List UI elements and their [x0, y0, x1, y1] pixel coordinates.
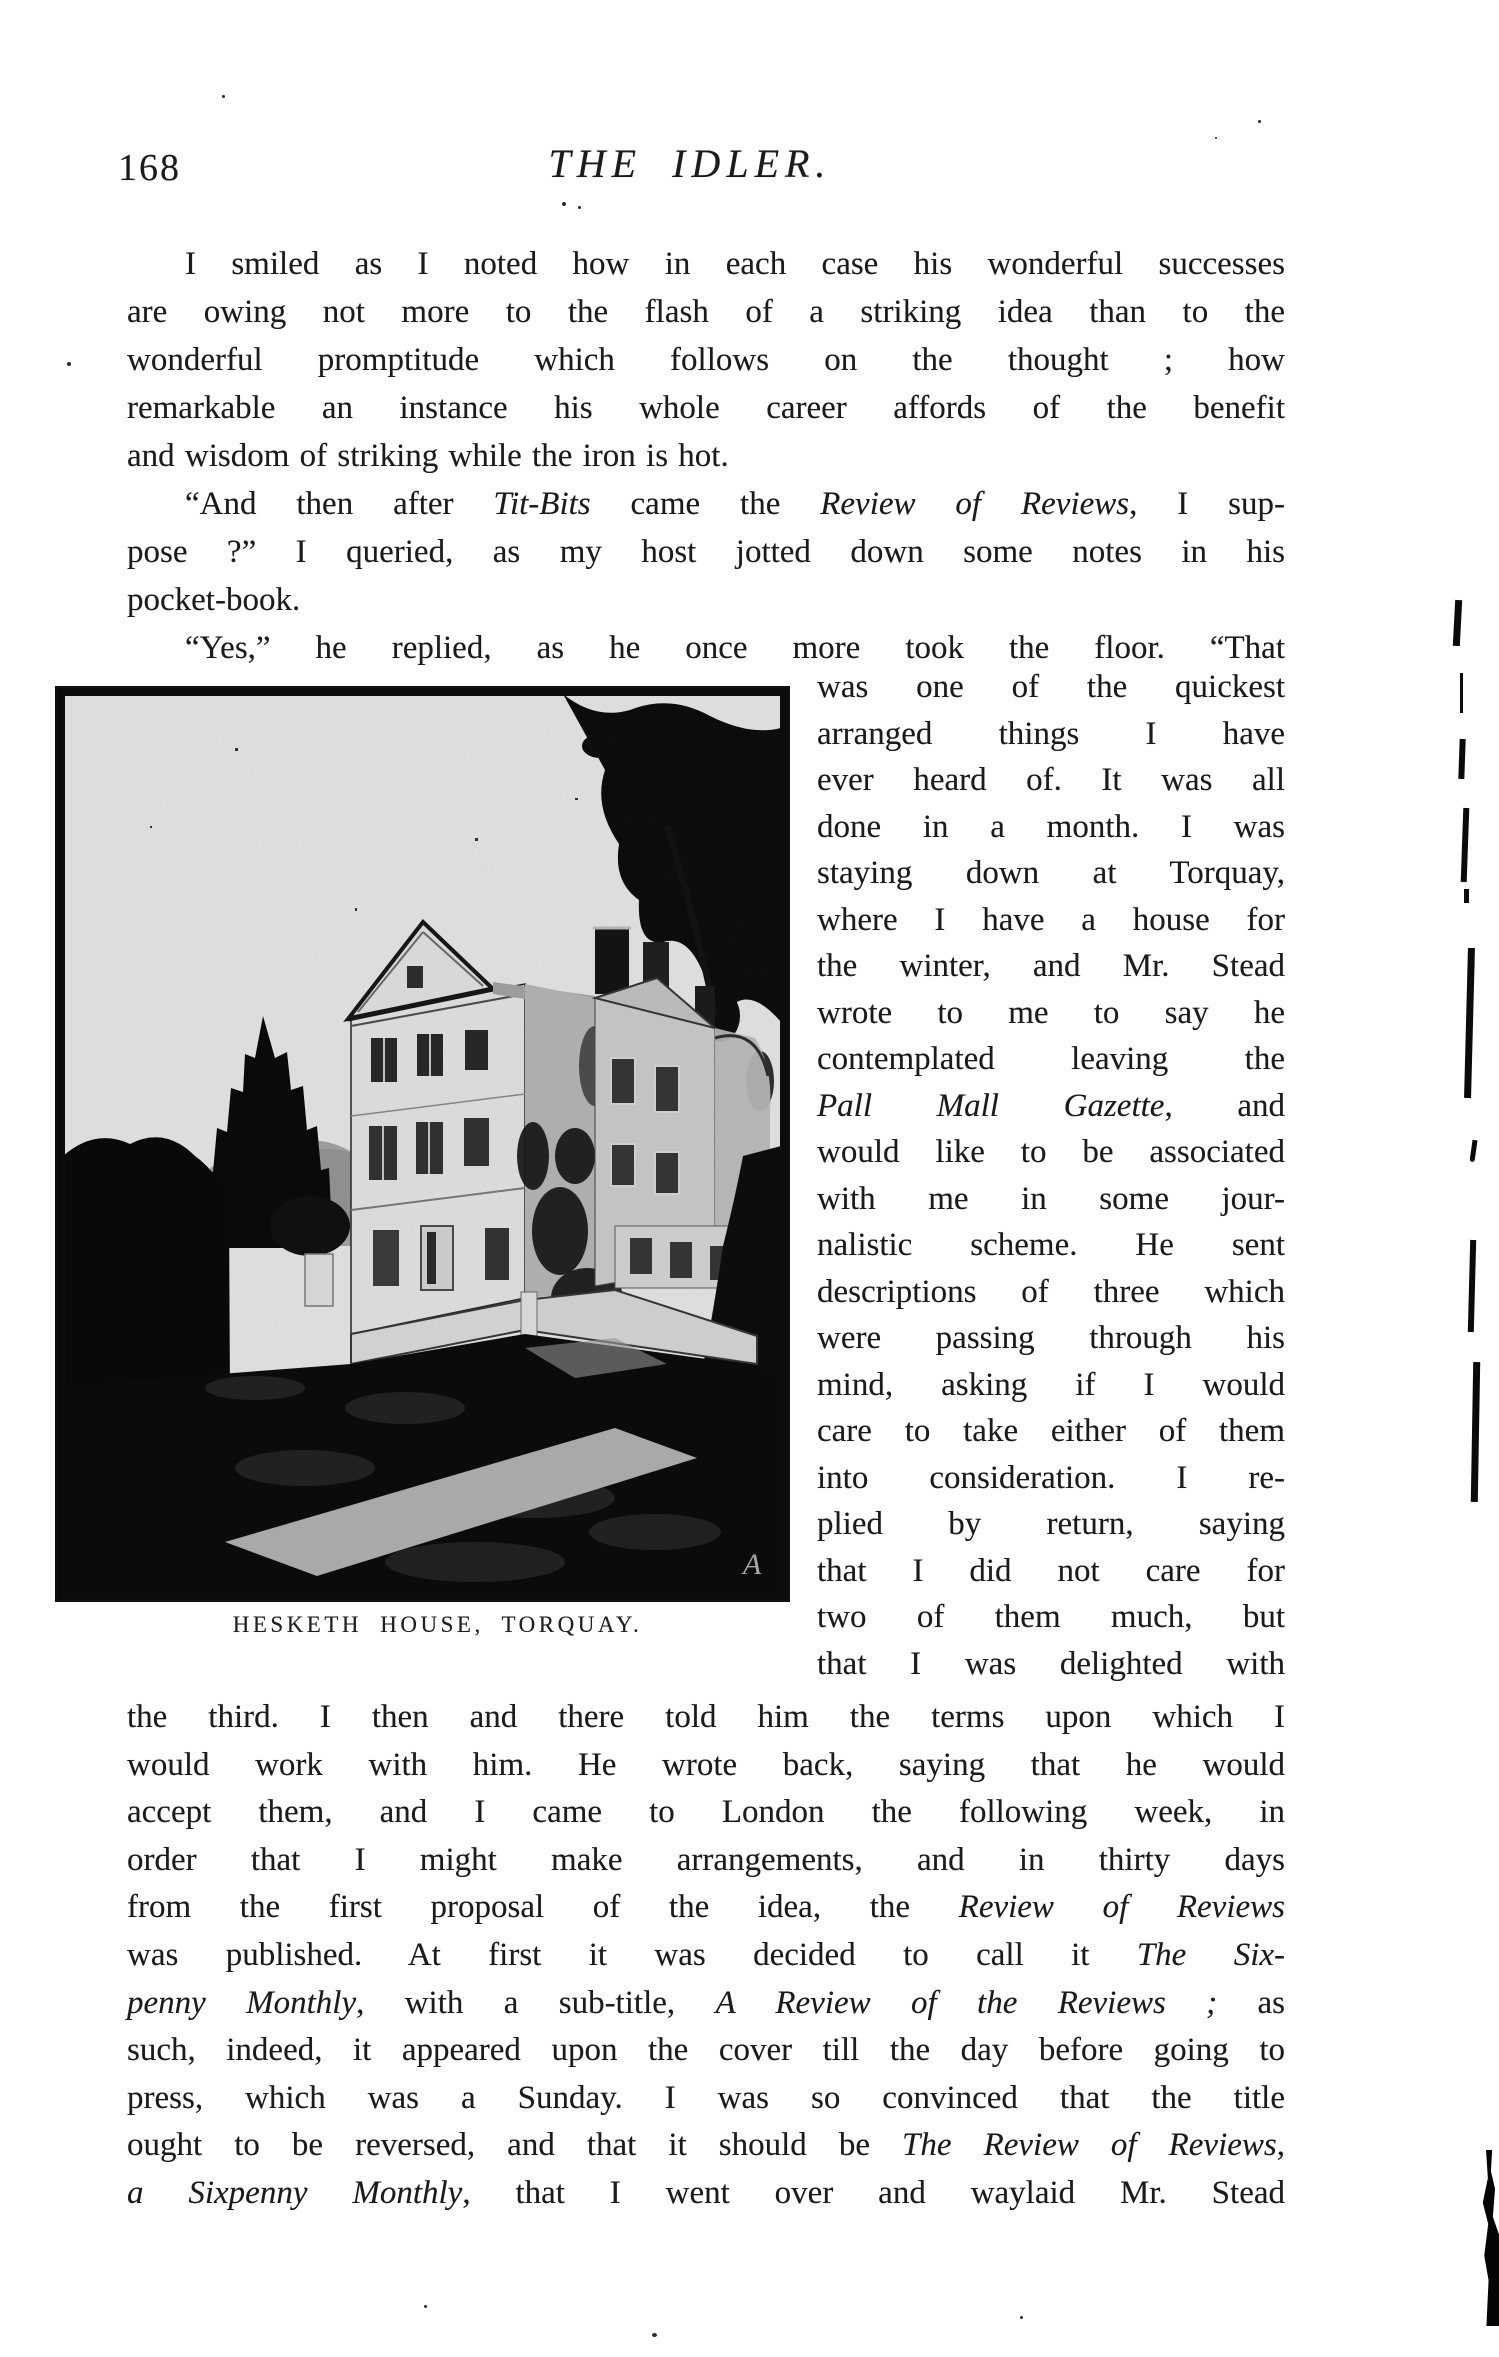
text-line: two of them much, but — [817, 1599, 1285, 1635]
text-line: were passing through his — [817, 1320, 1285, 1356]
scan-artifact — [1460, 673, 1463, 713]
photo-caption: HESKETH HOUSE, TORQUAY. — [232, 1612, 643, 1637]
text-line: wonderful promptitude which follows on the thought ; how — [127, 342, 1285, 378]
text-line: “Yes,” he replied, as he once more took the floor. “That — [185, 630, 1285, 666]
text-line: contemplated leaving the — [817, 1041, 1285, 1077]
text-line: would work with him. He wrote back, saying that he would — [127, 1746, 1285, 1783]
paragraph-2 — [127, 480, 1285, 624]
text-line: remarkable an instance his whole career affords of the benefit — [127, 390, 1285, 426]
text-line: where I have a house for — [817, 901, 1285, 938]
text-line: a Sixpenny Monthly, that I went over and waylaid Mr. Stead — [127, 2174, 1285, 2211]
text-line: press, which was a Sunday. I was so convinced that the title — [127, 2079, 1285, 2116]
text-line: was one of the quickest — [817, 669, 1285, 705]
text-line: would like to be associated — [817, 1134, 1285, 1170]
right-text-column — [817, 664, 1285, 1687]
text-line: that I was delighted with — [817, 1645, 1285, 1682]
text-line: order that I might make arrangements, and in thirty days — [127, 1841, 1285, 1878]
scan-ink-blob — [1481, 2150, 1499, 2326]
text-line: and wisdom of striking while the iron is hot. — [127, 438, 729, 474]
scan-artifact — [1461, 808, 1470, 882]
scan-artifact — [1458, 739, 1465, 779]
scan-speck — [222, 95, 225, 98]
text-line: care to take either of them — [817, 1413, 1285, 1449]
text-line: pose ?” I queried, as my host jotted down some notes in his — [127, 534, 1285, 570]
scan-artifact — [1469, 1140, 1477, 1162]
scan-artifact — [1464, 948, 1475, 1098]
scan-speck — [1020, 2316, 1023, 2319]
scan-speck — [652, 2333, 657, 2337]
text-line: that I did not care for — [817, 1552, 1285, 1589]
text-line: staying down at Torquay, — [817, 855, 1285, 891]
text-line: ought to be reversed, and that it should be The Review of Reviews, — [127, 2127, 1285, 2164]
text-line: nalistic scheme. He sent — [817, 1227, 1285, 1263]
scan-artifact — [1471, 1362, 1480, 1502]
text-line: from the first proposal of the idea, the Review of Reviews — [127, 1889, 1285, 1926]
text-line: was published. At first it was decided to call it The Six- — [127, 1936, 1286, 1973]
text-line: done in a month. I was — [817, 808, 1285, 845]
text-line: ever heard of. It was all — [817, 762, 1285, 798]
text-line: into consideration. I re- — [817, 1459, 1285, 1496]
text-line: the winter, and Mr. Stead — [817, 948, 1285, 984]
page-number: 168 — [118, 147, 181, 189]
text-line: pocket-book. — [127, 582, 301, 618]
paragraph-3-continuation — [127, 1694, 1285, 2218]
scan-speck — [1258, 120, 1261, 123]
text-line: with me in some jour- — [817, 1180, 1285, 1217]
hesketh-house-photo — [55, 686, 790, 1602]
text-line: descriptions of three which — [817, 1273, 1285, 1310]
text-line: penny Monthly, with a sub-title, A Review of the Reviews ; as — [127, 1984, 1285, 2021]
text-line: “And then after Tit-Bits came the Review of Reviews, I sup- — [185, 486, 1285, 522]
scan-speck — [562, 202, 566, 206]
scan-speck — [578, 206, 581, 209]
text-line: Pall Mall Gazette, and — [817, 1087, 1285, 1124]
text-line: such, indeed, it appeared upon the cover till the day before going to — [127, 2032, 1285, 2069]
scan-speck — [424, 2305, 427, 2308]
text-line: I smiled as I noted how in each case his wonderful successes — [185, 246, 1285, 282]
text-line: the third. I then and there told him the terms upon which I — [127, 1699, 1285, 1735]
text-line: arranged things I have — [817, 715, 1285, 752]
svg-text:A: A — [743, 1548, 762, 1581]
text-line: plied by return, saying — [817, 1506, 1285, 1542]
text-line: mind, asking if I would — [817, 1366, 1285, 1403]
scan-artifact — [1453, 600, 1462, 646]
text-line: accept them, and I came to London the following week, in — [127, 1794, 1285, 1831]
scan-speck — [1215, 137, 1217, 139]
paragraph-1 — [127, 240, 1285, 480]
text-line: are owing not more to the flash of a striking idea than to the — [127, 294, 1285, 330]
journal-title: THE IDLER. — [548, 141, 832, 186]
text-line: wrote to me to say he — [817, 994, 1285, 1031]
scan-artifact — [1468, 1240, 1476, 1332]
scan-artifact — [1464, 889, 1469, 903]
scan-speck — [67, 362, 71, 366]
